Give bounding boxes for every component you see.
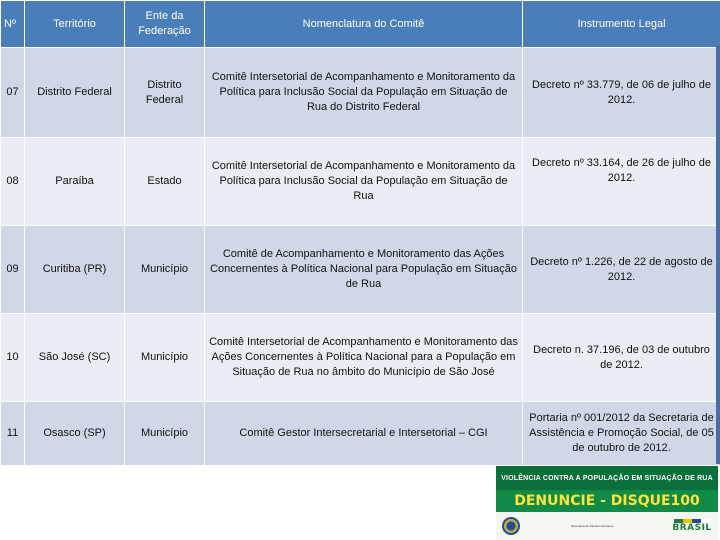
row-ente: Município <box>125 402 205 466</box>
right-edge-bar <box>716 46 720 464</box>
disque100-banner <box>496 466 718 540</box>
row-nomenclatura: Comitê de Acompanhamento e Monitoramento das Ações Concernentes à Política Nacional para População em Situação de Rua <box>205 226 523 314</box>
row-nomenclatura: Comitê Intersetorial de Acompanhamento e Monitoramento das Ações Concernentes à Política Nacional para a População em Situação de Rua no âmbito do Município de São José <box>205 314 523 402</box>
banner-logos <box>496 512 718 540</box>
row-instrumento: Decreto n. 37.196, de 03 de outubro de 2012. <box>523 314 720 402</box>
row-territorio: São José (SC) <box>25 314 125 402</box>
row-territorio: Distrito Federal <box>25 48 125 138</box>
header-nomenclatura: Nomenclatura do Comitê <box>205 1 523 48</box>
brasil-brand: BRASIL <box>672 523 712 533</box>
table-header-row <box>1 1 720 48</box>
table-row <box>1 226 720 314</box>
row-nomenclatura: Comitê Intersetorial de Acompanhamento e Monitoramento da Política para Inclusão Social da População em Situação de Rua <box>205 138 523 226</box>
row-instrumento: Decreto nº 33.779, de 06 de julho de 2012. <box>523 48 720 138</box>
row-instrumento: Portaria nº 001/2012 da Secretaria de Assistência e Promoção Social, de 05 de outubro de 2012. <box>523 402 720 466</box>
row-nomenclatura: Comitê Intersetorial de Acompanhamento e Monitoramento da Política para Inclusão Social da População em Situação de Rua do Distrito Federal <box>205 48 523 138</box>
row-num: 08 <box>1 138 25 226</box>
row-territorio: Paraíba <box>25 138 125 226</box>
row-num: 11 <box>1 402 25 466</box>
row-nomenclatura: Comitê Gestor Intersecretarial e Intersetorial – CGI <box>205 402 523 466</box>
row-ente: Distrito Federal <box>125 48 205 138</box>
table-row <box>1 48 720 138</box>
row-instrumento: Decreto nº 33.164, de 26 de julho de 2012. <box>523 138 720 226</box>
row-instrumento: Decreto nº 1.226, de 22 de agosto de 2012. <box>523 226 720 314</box>
row-num: 07 <box>1 48 25 138</box>
row-ente: Estado <box>125 138 205 226</box>
banner-headline: VIOLÊNCIA CONTRA A POPULAÇÃO EM SITUAÇÃO DE RUA <box>496 466 718 490</box>
header-ente: Ente da Federação <box>125 1 205 48</box>
row-num: 09 <box>1 226 25 314</box>
government-seal-icon <box>502 517 520 535</box>
header-territorio: Território <box>25 1 125 48</box>
row-num: 10 <box>1 314 25 402</box>
header-instrumento: Instrumento Legal <box>523 1 720 48</box>
table-row <box>1 138 720 226</box>
table-row <box>1 314 720 402</box>
banner-hotline: DENUNCIE - DISQUE100 <box>496 490 718 512</box>
row-territorio: Osasco (SP) <box>25 402 125 466</box>
row-ente: Município <box>125 314 205 402</box>
row-territorio: Curitiba (PR) <box>25 226 125 314</box>
brasil-logo <box>672 516 712 536</box>
row-ente: Município <box>125 226 205 314</box>
table-row <box>1 402 720 466</box>
ministry-text: Secretaria de Direitos Humanos <box>571 524 614 528</box>
header-num: Nº <box>1 1 25 48</box>
